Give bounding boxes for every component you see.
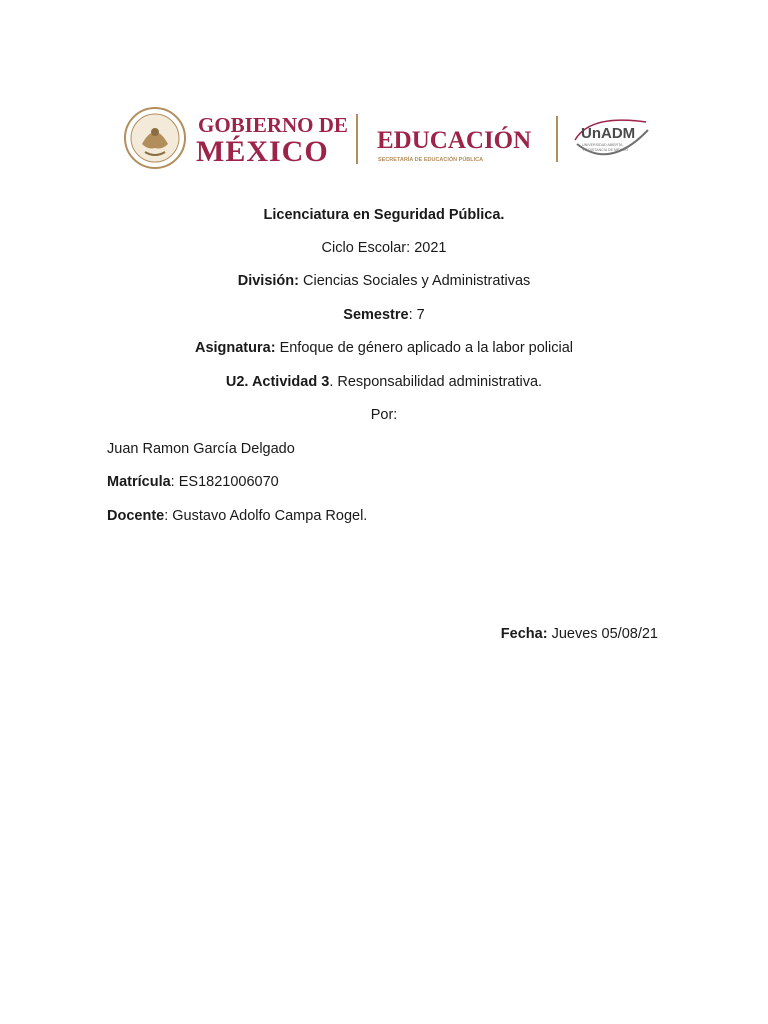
student-id-line (107, 473, 279, 491)
header-logos (120, 100, 650, 180)
school-cycle: Ciclo Escolar: 2021 (321, 240, 447, 256)
gobierno-line2: MÉXICO (196, 135, 329, 168)
teacher-label: Docente (107, 508, 165, 524)
activity-label: U2. Actividad 3 (225, 374, 330, 390)
semester-value: : 7 (408, 307, 425, 323)
program-name: Licenciatura en Seguridad Pública. (263, 207, 505, 223)
unadm-subtitle-1: UNIVERSIDAD ABIERTA (582, 143, 623, 147)
mexico-seal-icon (125, 108, 185, 168)
teacher-line (107, 507, 367, 525)
teacher-value: : Gustavo Adolfo Campa Rogel. (164, 508, 368, 524)
activity-line (0, 373, 768, 391)
educacion-title: EDUCACIÓN (377, 127, 532, 154)
by-line: Por: (370, 407, 398, 423)
division-label: División: (237, 273, 299, 289)
logo-divider (556, 116, 558, 162)
logo-divider (356, 114, 358, 164)
date-label: Fecha: (500, 626, 548, 642)
semester-label: Semestre (343, 307, 409, 323)
educacion-subtitle: SECRETARÍA DE EDUCACIÓN PÚBLICA (378, 157, 484, 163)
student-id-value: : ES1821006070 (170, 474, 279, 490)
unadm-logo-icon (575, 120, 648, 154)
activity-value: . Responsabilidad administrativa. (329, 374, 543, 390)
unadm-subtitle-2: Y A DISTANCIA DE MÉXICO (582, 148, 629, 152)
subject-line (0, 339, 768, 357)
student-id-label: Matrícula (107, 474, 171, 490)
program-title (0, 206, 768, 224)
student-name: Juan Ramon García Delgado (107, 441, 295, 457)
subject-value: Enfoque de género aplicado a la labor policial (275, 340, 574, 356)
date-value: Jueves 05/08/21 (547, 626, 658, 642)
unadm-title: UnADM (581, 125, 636, 142)
semester-line (0, 306, 768, 324)
logos-svg (120, 100, 650, 180)
date-line (501, 625, 658, 643)
division-value: Ciencias Sociales y Administrativas (298, 273, 531, 289)
division-line (0, 272, 768, 290)
subject-label: Asignatura: (194, 340, 276, 356)
gobierno-line1: GOBIERNO DE (198, 113, 348, 137)
